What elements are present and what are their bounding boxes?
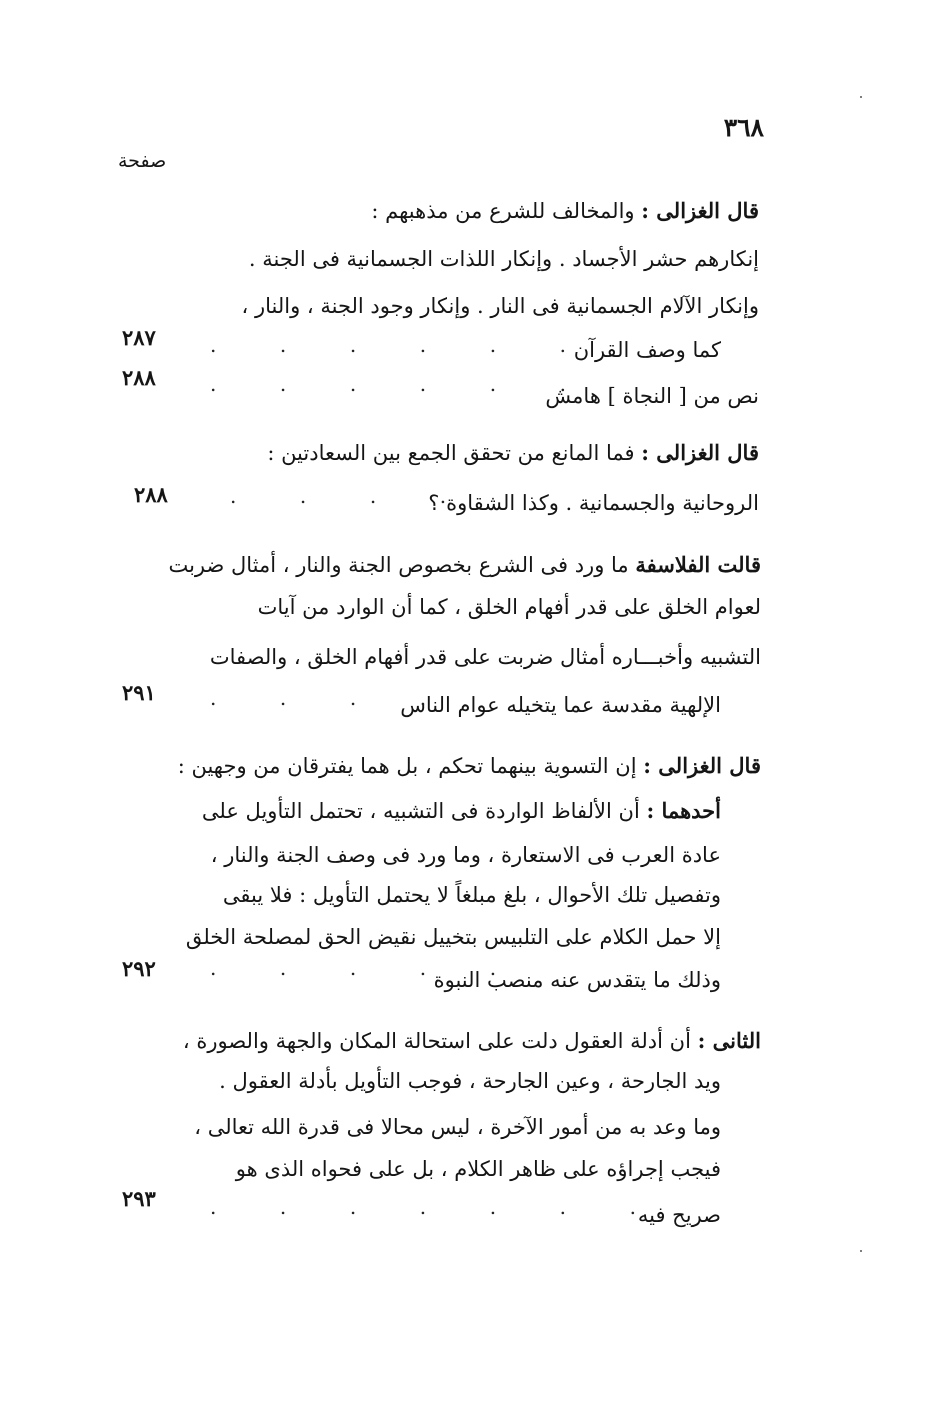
page-reference: ٢٨٧	[122, 325, 156, 350]
page-reference: ٢٩٢	[122, 956, 156, 981]
text-line	[161, 922, 721, 952]
line-text: لعوام الخلق على قدر أفهام الخلق ، كما أن الوارد من آيات	[257, 595, 761, 619]
text-line	[161, 642, 761, 672]
page-reference: ٢٩٣	[122, 1186, 156, 1211]
line-text: عادة العرب فى الاستعارة ، وما ورد فى وصف الجنة والنار ،	[210, 843, 721, 867]
line-text: إلا حمل الكلام على التلبيس بتخييل نقيض الحق لمصلحة الخلق	[185, 925, 721, 949]
line-text: أن أدلة العقول دلت على استحالة المكان والجهة والصورة ،	[182, 1029, 691, 1053]
text-line	[159, 196, 759, 226]
line-text: فيجب إجراؤه على ظاهر الكلام ، بل على فحواه الذى هو	[235, 1157, 721, 1181]
dot-leader: . . . .	[230, 484, 447, 508]
text-line	[161, 1066, 721, 1096]
text-line	[161, 550, 761, 580]
page-reference: ٢٨٨	[122, 365, 156, 390]
scan-speck	[860, 1250, 862, 1252]
dot-leader: . . . . . .	[210, 333, 567, 357]
line-text: فما المانع من تحقق الجمع بين السعادتين :	[267, 441, 635, 465]
line-text: التشبيه وأخبـــاره أمثال ضربت على قدر أفهام الخلق ، والصفات	[209, 645, 761, 669]
line-text: صريح فيه	[637, 1203, 721, 1227]
line-text: إن التسوية بينهما تحكم ، بل هما يفترقان من وجهين :	[177, 754, 637, 778]
dot-leader: . . . . .	[210, 956, 497, 980]
line-text: والمخالف للشرع من مذهبهم :	[371, 199, 635, 223]
page-number: ٣٦٨	[723, 113, 764, 142]
line-text: وإنكار الآلام الجسمانية فى النار . وإنكار وجود الجنة ، والنار ،	[241, 294, 759, 318]
line-text: الإلهية مقدسة عما يتخيله عوام الناس	[400, 693, 721, 717]
speaker-label: الثانى :	[697, 1028, 761, 1053]
text-line	[161, 796, 721, 826]
text-line	[161, 592, 761, 622]
text-line	[161, 1026, 761, 1056]
line-text: ما ورد فى الشرع بخصوص الجنة والنار ، أمثال ضربت	[168, 553, 629, 577]
line-text: الروحانية والجسمانية . وكذا الشقاوة ؟	[428, 491, 759, 515]
line-text: أن الألفاظ الواردة فى التشبيه ، تحتمل التأويل على	[201, 799, 640, 823]
text-line	[159, 438, 759, 468]
dot-leader: . . . . . .	[210, 372, 567, 396]
text-line	[161, 1112, 721, 1142]
text-line	[159, 244, 759, 274]
text-line	[161, 840, 721, 870]
line-text: وتفصيل تلك الأحوال ، بلغ مبلغاً لا يحتمل التأويل : فلا يبقى	[222, 883, 721, 907]
speaker-label: قالت الفلاسفة	[635, 552, 761, 577]
page-reference: ٢٨٨	[134, 482, 168, 507]
speaker-label: قال الغزالى :	[641, 198, 759, 223]
line-text: نص من [ النجاة ] هامش	[545, 384, 759, 408]
dot-leader: . . . .	[210, 686, 427, 710]
text-line	[161, 1154, 721, 1184]
speaker-label: قال الغزالى :	[641, 440, 759, 465]
line-text: ويد الجارحة ، وعين الجارحة ، فوجب التأويل بأدلة العقول .	[219, 1069, 721, 1093]
line-text: وذلك ما يتقدس عنه منصب النبوة	[433, 968, 721, 992]
line-text: إنكارهم حشر الأجساد . وإنكار اللذات الجسمانية فى الجنة .	[248, 247, 759, 271]
dot-leader: . . . . . . .	[210, 1195, 636, 1219]
text-line	[161, 880, 721, 910]
speaker-label: أحدهما :	[646, 798, 721, 823]
page-reference: ٢٩١	[122, 680, 156, 705]
line-text: وما وعد به من أمور الآخرة ، ليس محالا فى قدرة الله تعالى ،	[194, 1115, 721, 1139]
speaker-label: قال الغزالى :	[643, 753, 761, 778]
text-line	[161, 751, 761, 781]
column-header: صفحة	[118, 150, 167, 172]
text-line	[159, 291, 759, 321]
scan-speck	[860, 96, 862, 98]
line-text: كما وصف القرآن	[573, 338, 721, 362]
